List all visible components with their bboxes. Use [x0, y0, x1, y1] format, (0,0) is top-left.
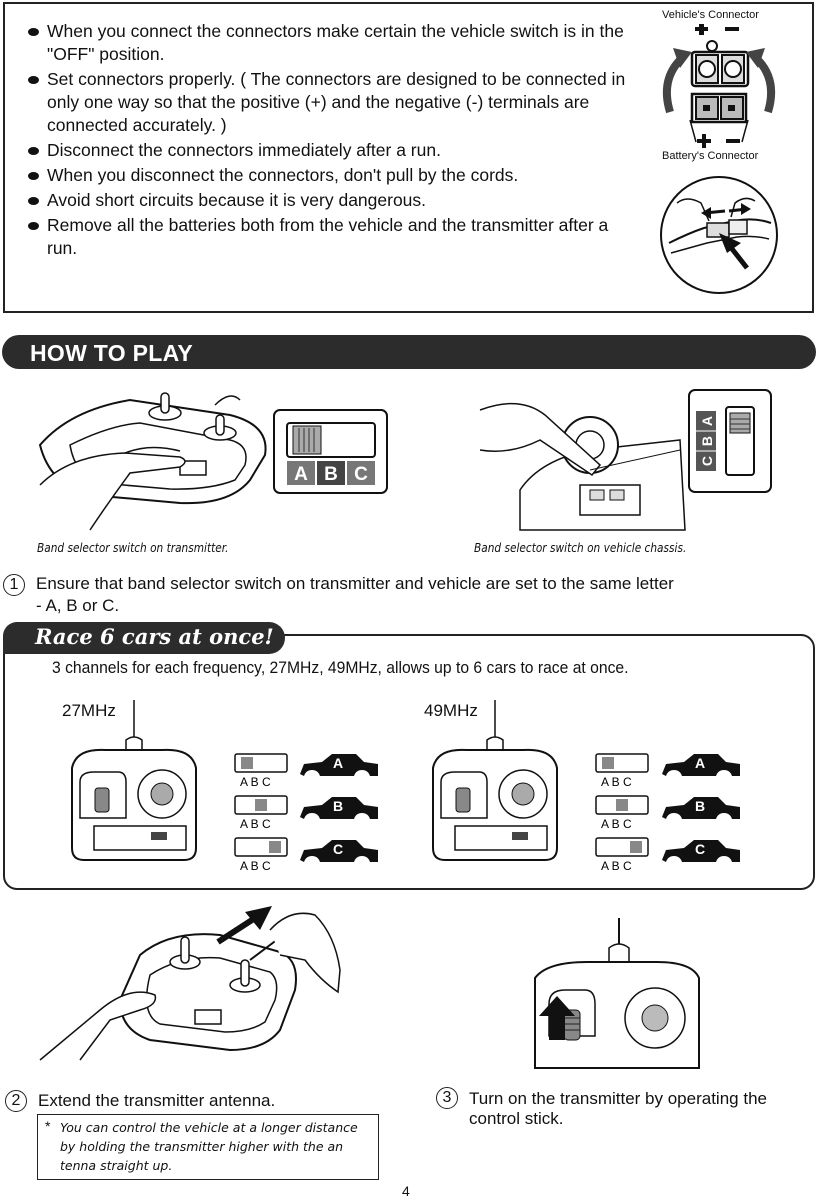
car-a-icon	[300, 754, 378, 776]
car-letter-a: A	[694, 755, 706, 771]
step-1-text-line2: - A, B or C.	[36, 596, 120, 615]
page-number: 4	[402, 1183, 410, 1199]
abc-label: A B C	[601, 817, 632, 831]
control-stick-illustration	[527, 918, 707, 1068]
car-group-49mhz	[660, 752, 742, 872]
abc-label: A B C	[601, 775, 632, 789]
vehicle-connector-label: Vehicle's Connector	[662, 9, 759, 21]
disconnect-illustration	[659, 173, 779, 297]
safety-item: Remove all the batteries both from the vehicle and the transmitter after a run.	[28, 214, 643, 260]
car-letter-c: C	[694, 841, 706, 857]
race-description: 3 channels for each frequency, 27MHz, 49MHz, allows up to 6 cars to race at once.	[52, 659, 629, 677]
battery-connector-label: Battery's Connector	[662, 150, 759, 162]
how-to-play-title: HOW TO PLAY	[30, 340, 194, 366]
step-1-number: 1	[3, 574, 25, 596]
connector-illustration	[660, 24, 780, 148]
car-letter-c: C	[332, 841, 344, 857]
vehicle-chassis-illustration	[480, 390, 690, 535]
car-b-icon	[662, 797, 740, 819]
step-2-text: Extend the transmitter antenna.	[38, 1091, 276, 1110]
freq-label-49mhz: 49MHz	[424, 701, 478, 720]
freq-label-27mhz: 27MHz	[62, 701, 116, 720]
antenna-note-text: You can control the vehicle at a longer distance by holding the transmitter higher with the an tenna straight up.	[60, 1120, 358, 1173]
car-letter-b: B	[332, 798, 344, 814]
step-2-number: 2	[5, 1090, 27, 1112]
antenna-note-box	[37, 1114, 379, 1180]
car-letter-a: A	[332, 755, 344, 771]
safety-item: When you disconnect the connectors, don't pull by the cords.	[28, 164, 643, 187]
transmitter-hand-illustration	[30, 385, 280, 535]
transmitter-27mhz	[66, 698, 216, 878]
extend-antenna-illustration	[40, 900, 380, 1065]
safety-item: Set connectors properly. ( The connectors are designed to be connected in only one way so that the positive (+) and the negative (-) terminals are connected accurately. )	[28, 68, 643, 137]
safety-item: Disconnect the connectors immediately after a run.	[28, 139, 643, 162]
race-title: Race 6 cars at once!	[35, 624, 274, 649]
transmitter-49mhz	[427, 698, 577, 878]
safety-item: Avoid short circuits because it is very dangerous.	[28, 189, 643, 212]
car-letter-b: B	[694, 798, 706, 814]
step-1-text-line1: Ensure that band selector switch on transmitter and vehicle are set to the same letter	[36, 574, 674, 593]
switch-panel-27mhz	[233, 754, 293, 874]
transmitter-switch-closeup	[273, 409, 388, 494]
band-letter-a: A	[294, 464, 308, 485]
chassis-band-letter-c: C	[699, 455, 715, 467]
car-b-icon	[300, 797, 378, 819]
chassis-band-letter-b: B	[699, 435, 715, 447]
caption-vehicle: Band selector switch on vehicle chassis.	[474, 541, 687, 555]
switch-panel-49mhz	[594, 754, 654, 874]
step-3-text-line2: control stick.	[469, 1109, 564, 1128]
safety-bullet-list	[28, 20, 643, 262]
band-letter-b: B	[324, 464, 338, 485]
band-letter-c: C	[354, 464, 368, 485]
race-section-tab	[3, 622, 285, 654]
caption-transmitter: Band selector switch on transmitter.	[37, 541, 229, 555]
car-a-icon	[662, 754, 740, 776]
abc-label: A B C	[601, 859, 632, 873]
chassis-band-letter-a: A	[699, 415, 715, 427]
car-c-icon	[662, 840, 740, 862]
car-group-27mhz	[298, 752, 380, 872]
vehicle-switch-closeup	[688, 389, 772, 493]
how-to-play-banner	[2, 335, 816, 369]
note-asterisk: *	[45, 1118, 51, 1134]
abc-label: A B C	[240, 817, 271, 831]
step-3-number: 3	[436, 1087, 458, 1109]
safety-item: When you connect the connectors make certain the vehicle switch is in the "OFF" position.	[28, 20, 643, 66]
car-c-icon	[300, 840, 378, 862]
abc-label: A B C	[240, 859, 271, 873]
step-3-text-line1: Turn on the transmitter by operating the	[469, 1089, 767, 1108]
abc-label: A B C	[240, 775, 271, 789]
